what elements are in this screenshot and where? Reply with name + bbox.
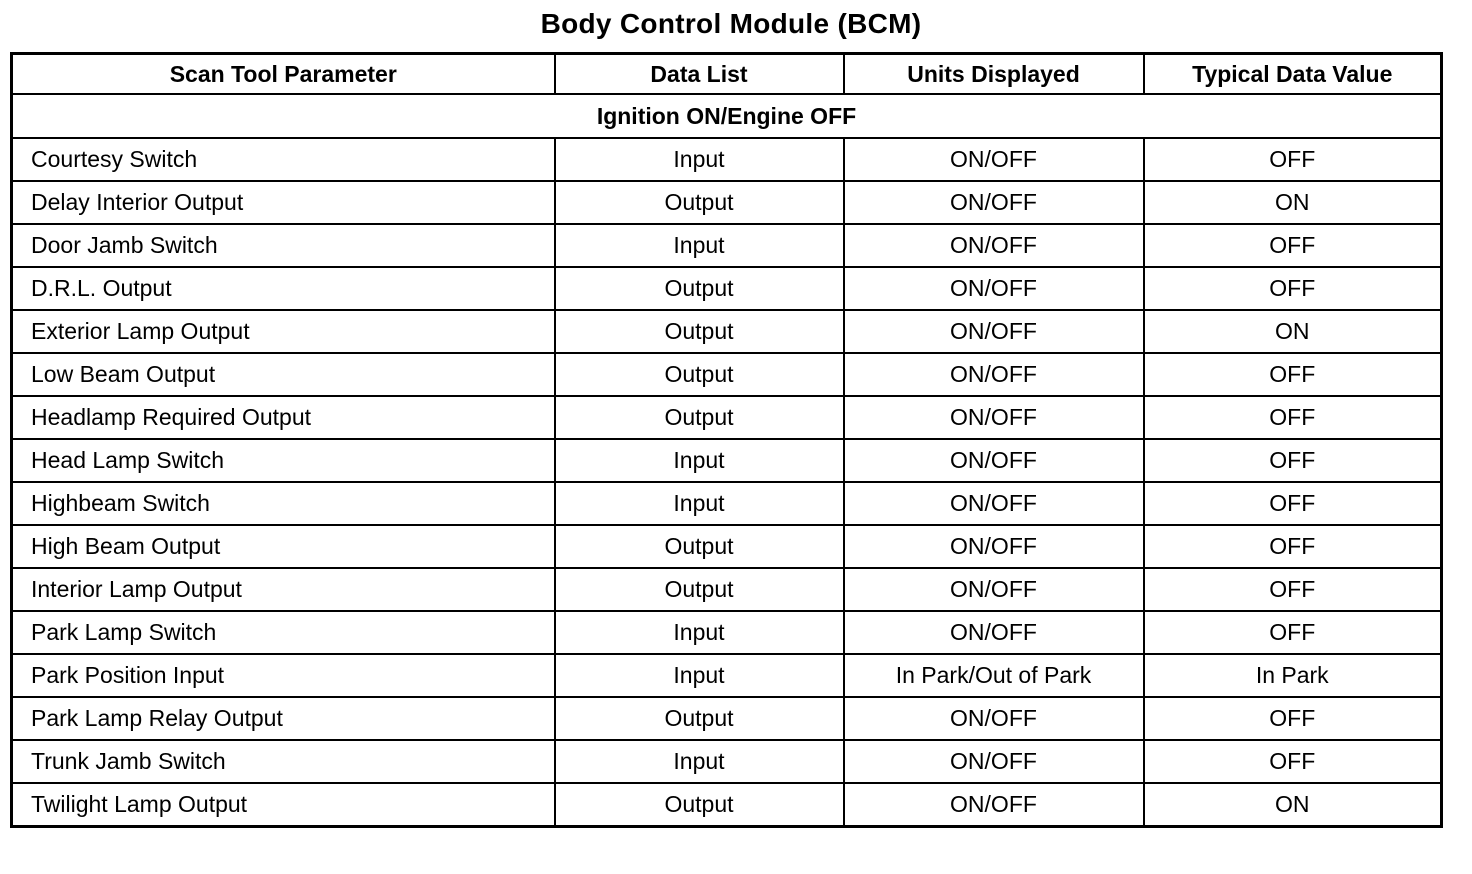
value-cell: OFF	[1144, 267, 1442, 310]
value-cell: OFF	[1144, 224, 1442, 267]
value-cell: OFF	[1144, 740, 1442, 783]
table-row	[12, 439, 1442, 482]
param-cell: Head Lamp Switch	[12, 439, 555, 482]
data-list-cell: Output	[555, 396, 844, 439]
table-row	[12, 697, 1442, 740]
units-cell: ON/OFF	[844, 267, 1144, 310]
header-typical-data-value: Typical Data Value	[1144, 54, 1442, 95]
param-cell: Twilight Lamp Output	[12, 783, 555, 827]
units-cell: ON/OFF	[844, 568, 1144, 611]
value-cell: OFF	[1144, 439, 1442, 482]
data-list-cell: Input	[555, 138, 844, 181]
value-cell: ON	[1144, 310, 1442, 353]
table-row	[12, 224, 1442, 267]
units-cell: ON/OFF	[844, 697, 1144, 740]
bcm-data-table	[10, 52, 1443, 828]
data-list-cell: Output	[555, 310, 844, 353]
units-cell: ON/OFF	[844, 740, 1144, 783]
units-cell: ON/OFF	[844, 181, 1144, 224]
value-cell: OFF	[1144, 482, 1442, 525]
header-scan-tool-parameter: Scan Tool Parameter	[12, 54, 555, 95]
param-cell: Park Lamp Relay Output	[12, 697, 555, 740]
param-cell: D.R.L. Output	[12, 267, 555, 310]
data-list-cell: Input	[555, 439, 844, 482]
table-row	[12, 611, 1442, 654]
units-cell: In Park/Out of Park	[844, 654, 1144, 697]
param-cell: High Beam Output	[12, 525, 555, 568]
value-cell: In Park	[1144, 654, 1442, 697]
param-cell: Highbeam Switch	[12, 482, 555, 525]
table-row	[12, 310, 1442, 353]
param-cell: Courtesy Switch	[12, 138, 555, 181]
units-cell: ON/OFF	[844, 525, 1144, 568]
value-cell: OFF	[1144, 396, 1442, 439]
header-units-displayed: Units Displayed	[844, 54, 1144, 95]
data-list-cell: Output	[555, 568, 844, 611]
section-row	[12, 94, 1442, 138]
value-cell: OFF	[1144, 611, 1442, 654]
table-row	[12, 396, 1442, 439]
value-cell: ON	[1144, 783, 1442, 827]
data-list-cell: Output	[555, 525, 844, 568]
param-cell: Park Lamp Switch	[12, 611, 555, 654]
data-list-cell: Output	[555, 181, 844, 224]
value-cell: OFF	[1144, 697, 1442, 740]
value-cell: OFF	[1144, 525, 1442, 568]
param-cell: Park Position Input	[12, 654, 555, 697]
param-cell: Interior Lamp Output	[12, 568, 555, 611]
units-cell: ON/OFF	[844, 783, 1144, 827]
table-row	[12, 267, 1442, 310]
units-cell: ON/OFF	[844, 138, 1144, 181]
units-cell: ON/OFF	[844, 353, 1144, 396]
value-cell: OFF	[1144, 138, 1442, 181]
param-cell: Door Jamb Switch	[12, 224, 555, 267]
table-row	[12, 525, 1442, 568]
table-row	[12, 138, 1442, 181]
value-cell: ON	[1144, 181, 1442, 224]
page-title: Body Control Module (BCM)	[540, 8, 922, 39]
param-cell: Headlamp Required Output	[12, 396, 555, 439]
table-row	[12, 482, 1442, 525]
data-list-cell: Input	[555, 482, 844, 525]
data-list-cell: Output	[555, 267, 844, 310]
param-cell: Exterior Lamp Output	[12, 310, 555, 353]
value-cell: OFF	[1144, 353, 1442, 396]
data-list-cell: Output	[555, 697, 844, 740]
units-cell: ON/OFF	[844, 310, 1144, 353]
table-row	[12, 783, 1442, 827]
units-cell: ON/OFF	[844, 224, 1144, 267]
table-row	[12, 740, 1442, 783]
units-cell: ON/OFF	[844, 611, 1144, 654]
table-row	[12, 353, 1442, 396]
data-list-cell: Input	[555, 611, 844, 654]
units-cell: ON/OFF	[844, 482, 1144, 525]
data-list-cell: Input	[555, 740, 844, 783]
param-cell: Delay Interior Output	[12, 181, 555, 224]
param-cell: Low Beam Output	[12, 353, 555, 396]
data-list-cell: Input	[555, 224, 844, 267]
table-row	[12, 181, 1442, 224]
value-cell: OFF	[1144, 568, 1442, 611]
section-label: Ignition ON/Engine OFF	[12, 94, 1442, 138]
header-data-list: Data List	[555, 54, 844, 95]
data-list-cell: Input	[555, 654, 844, 697]
units-cell: ON/OFF	[844, 396, 1144, 439]
table-row	[12, 654, 1442, 697]
data-list-cell: Output	[555, 783, 844, 827]
data-list-cell: Output	[555, 353, 844, 396]
units-cell: ON/OFF	[844, 439, 1144, 482]
param-cell: Trunk Jamb Switch	[12, 740, 555, 783]
table-header-row	[12, 54, 1442, 95]
table-row	[12, 568, 1442, 611]
